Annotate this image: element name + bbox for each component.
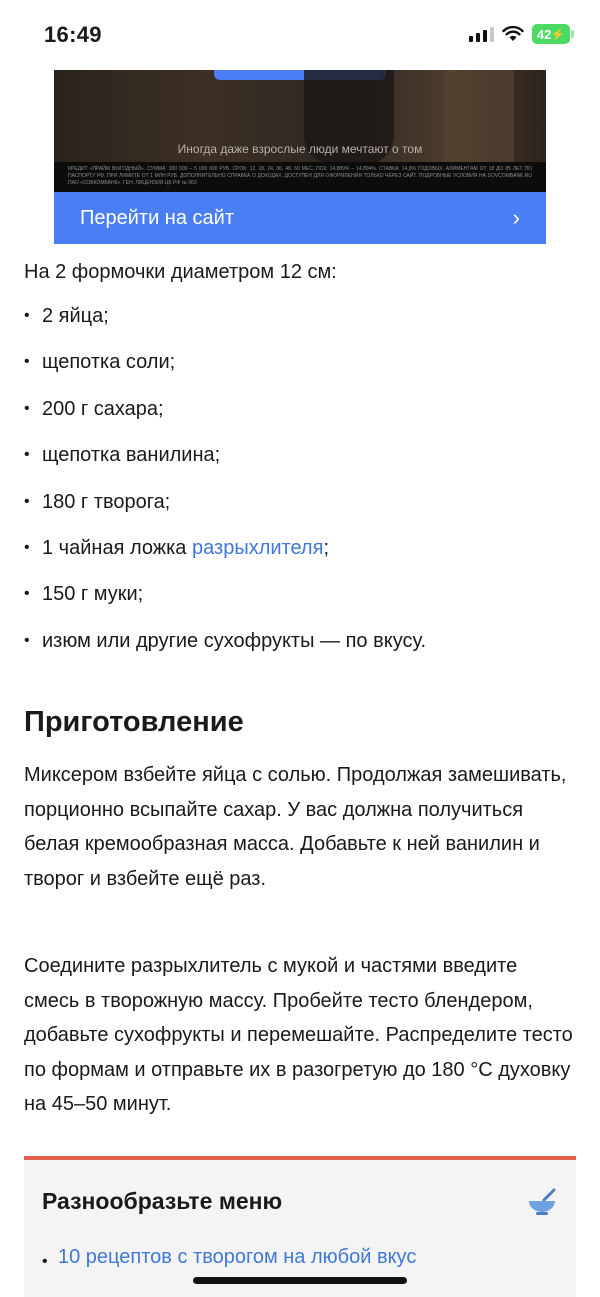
list-item: • 180 г творога; <box>24 486 576 532</box>
ad-image[interactable] <box>54 70 546 192</box>
signal-icon <box>469 26 494 42</box>
list-item: • 1 чайная ложка разрыхлителя; <box>24 532 576 578</box>
list-item: • 150 г муки; <box>24 578 576 624</box>
list-item: • щепотка ванилина; <box>24 439 576 485</box>
home-indicator[interactable] <box>193 1277 407 1284</box>
battery-level: 42 <box>536 26 552 42</box>
wifi-icon <box>502 26 524 42</box>
paragraph: Миксером взбейте яйца с солью. Продолжая замешивать, порционно всыпайте сахар. У вас должна получиться белая кремообразная масса. Добавьте к ней ванилин и творог и взбейте ещё раз. <box>24 764 567 890</box>
go-to-site-label: Перейти на сайт <box>80 206 234 229</box>
go-to-site-button[interactable] <box>54 192 546 244</box>
recipes-link[interactable]: 10 рецептов с творогом на любой вкус <box>58 1246 417 1268</box>
bullet: • <box>24 631 30 649</box>
bullet: • <box>24 492 30 510</box>
chevron-right-icon: › <box>512 205 520 230</box>
ad-caption: Иногда даже взрослые люди мечтают о том <box>177 142 423 156</box>
bullet: • <box>42 1253 48 1270</box>
bullet: • <box>24 538 30 556</box>
callout-list-item <box>42 1246 416 1278</box>
recipe-content <box>24 256 576 671</box>
list-item: • щепотка соли; <box>24 346 576 392</box>
ad-legal-text: КРЕДИТ «ПРАЙМ ВЫГОДНЫЙ». СУММА: 300 000 – 5 000 000 РУБ. СРОК: 12, 18, 24, 36, 48, 60 МЕС. ПСК: 14,889% – 14,894%. СТАВКА: 14,9% ГОДОВЫХ. АЛИМЕНТАМ ОТ 18 ДО 85 ЛЕТ ПО ПАСПОРТУ РФ. ПРИ ЛИМИТЕ ОТ 1 МЛН РУБ. ДОПОЛНИТЕЛЬНО СПРАВКА О ДОХОДАХ. ДОСТУПЕН ДЛЯ ОФОРМЛЕНИЯ ТОЛЬКО ЧЕРЕЗ САЙТ. ПОДРОБНЫЕ УСЛОВИЯ НА SOVCOMBANK.RU ПАО «СОВКОМБАНК». ГЕН. ЛИЦЕНЗИЯ ЦБ РФ № 963 <box>54 162 546 192</box>
list-item: • 200 г сахара; <box>24 393 576 439</box>
section-heading: Приготовление <box>24 706 244 738</box>
ad-banner[interactable] <box>54 70 546 244</box>
bullet: • <box>24 446 30 464</box>
related-callout <box>24 1156 576 1297</box>
baking-powder-link[interactable]: разрыхлителя <box>192 536 324 559</box>
paragraph: Соедините разрыхлитель с мукой и частями введите смесь в творожную массу. Пробейте тесто блендером, добавьте сухофрукты и перемешайте. Распределите тесто по формам и отправьте их в разогретую до 180 °C духовку на 45–50 минут. <box>24 955 573 1115</box>
list-item: • изюм или другие сухофрукты — по вкусу. <box>24 625 576 671</box>
bullet: • <box>24 353 30 371</box>
list-item: • 2 яйца; <box>24 300 576 346</box>
bullet: • <box>24 307 30 324</box>
bullet: • <box>24 399 30 417</box>
battery-icon: 42 ⚡ <box>532 24 570 44</box>
bullet: • <box>24 585 30 603</box>
callout-title: Разнообразьте меню <box>42 1188 283 1214</box>
bowl-icon <box>526 1188 558 1216</box>
recipe-intro: На 2 формочки диаметром 12 см: <box>24 261 337 283</box>
ingredients-list <box>24 300 576 671</box>
status-bar <box>0 0 600 70</box>
status-icons <box>469 24 574 44</box>
status-time: 16:49 <box>44 22 102 47</box>
